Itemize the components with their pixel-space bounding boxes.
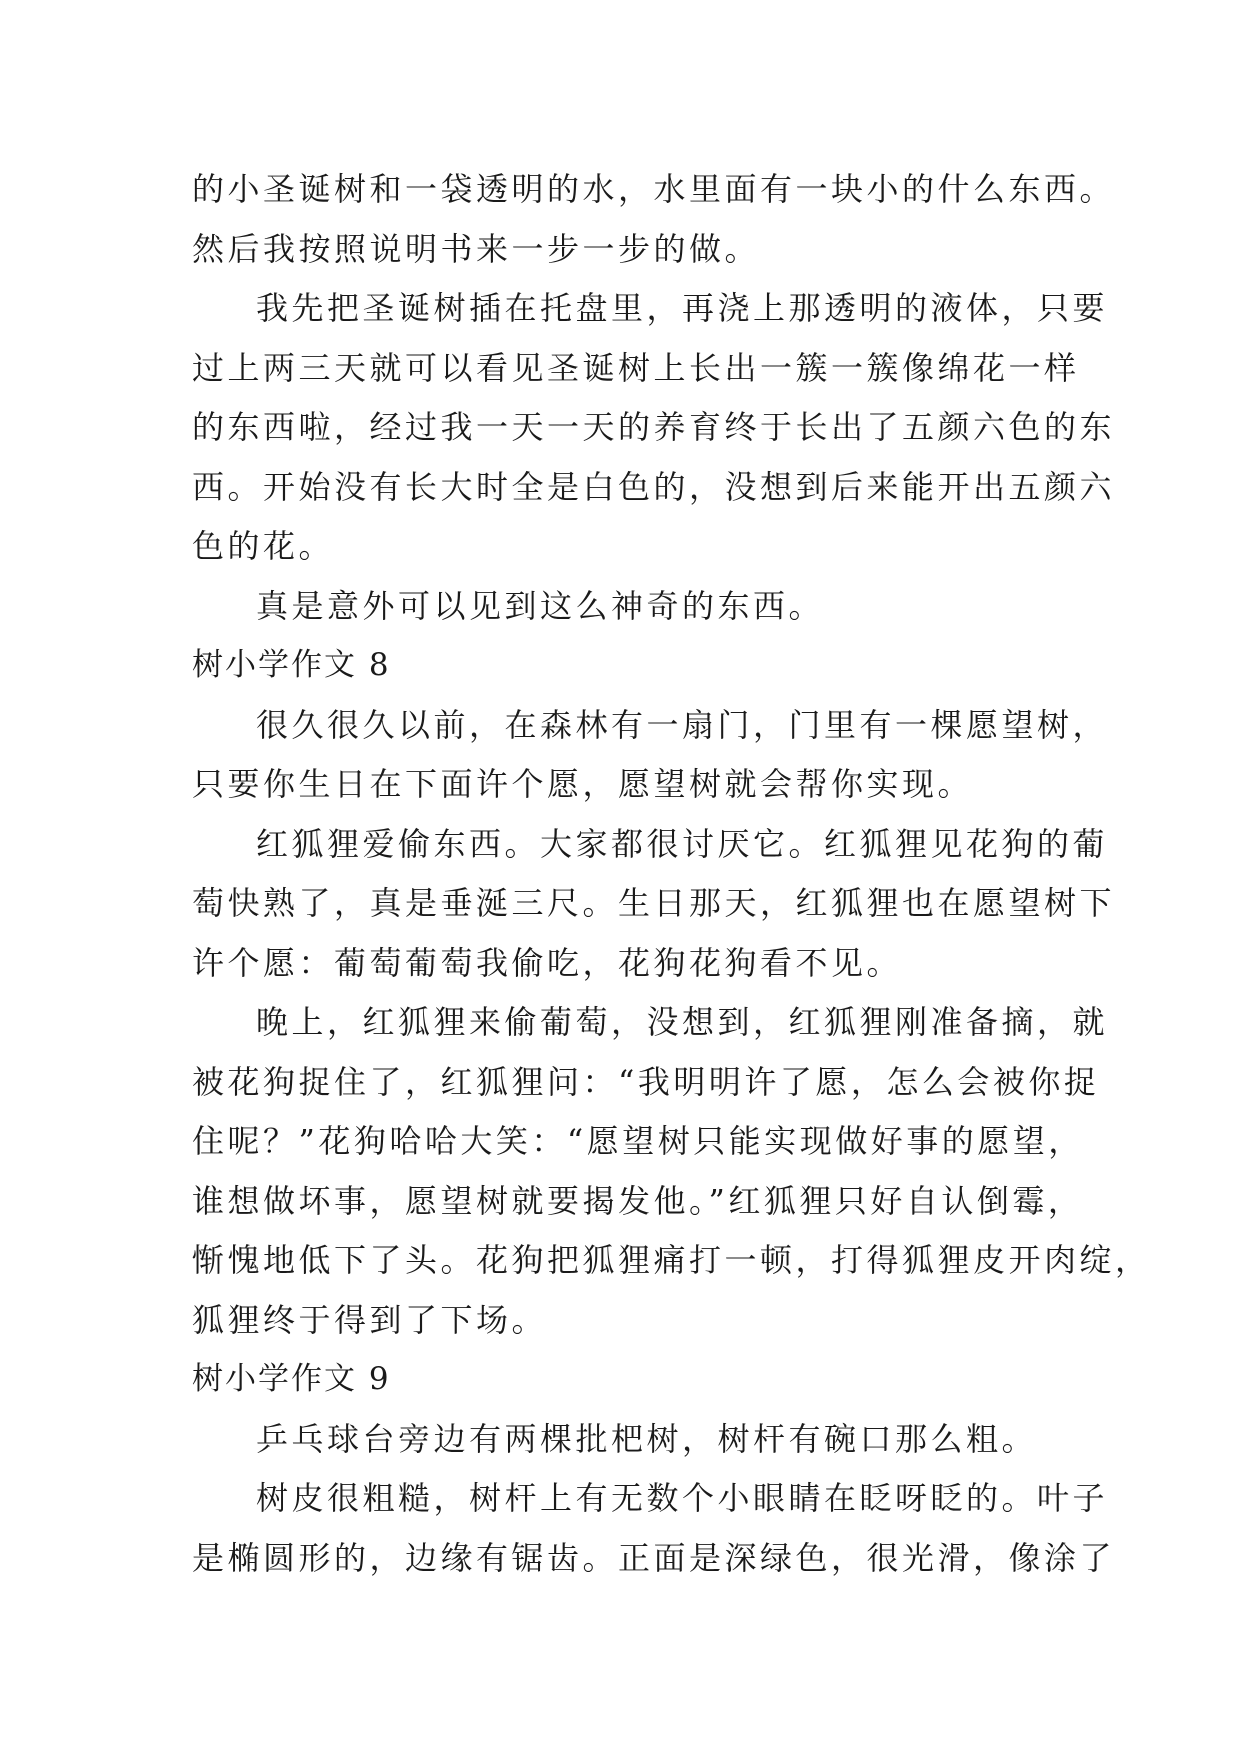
text-line: 然后我按照说明书来一步一步的做。 xyxy=(192,229,761,268)
text-line: 许个愿：葡萄葡萄我偷吃，花狗花狗看不见。 xyxy=(192,943,903,982)
text-line: 被花狗捉住了，红狐狸问：“我明明许了愿，怎么会被你捉 xyxy=(192,1062,1100,1101)
text-line: 过上两三天就可以看见圣诞树上长出一簇一簇像绵花一样 xyxy=(192,348,1080,387)
paragraph-start-line: 我先把圣诞树插在托盘里，再浇上那透明的液体，只要 xyxy=(256,289,1109,327)
text-line: 的小圣诞树和一袋透明的水，水里面有一块小的什么东西。 xyxy=(192,170,1116,208)
paragraph-start-line: 红狐狸爱偷东西。大家都很讨厌它。红狐狸见花狗的葡 xyxy=(256,824,1109,863)
paragraph-start-line: 晚上，红狐狸来偷葡萄，没想到，红狐狸刚准备摘，就 xyxy=(256,1003,1109,1041)
section-heading: 树小学作文 9 xyxy=(192,1361,391,1397)
text-line: 是椭圆形的，边缘有锯齿。正面是深绿色，很光滑，像涂了 xyxy=(192,1538,1116,1577)
paragraph-start-line: 乒乓球台旁边有两棵批杷树，树杆有碗口那么粗。 xyxy=(256,1419,1038,1458)
paragraph-start-line: 真是意外可以见到这么神奇的东西。 xyxy=(256,586,825,625)
text-line: 西。开始没有长大时全是白色的，没想到后来能开出五颜六 xyxy=(192,467,1116,506)
paragraph-start-line: 树皮很粗糙，树杆上有无数个小眼睛在眨呀眨的。叶子 xyxy=(256,1479,1109,1517)
text-line: 住呢？”花狗哈哈大笑：“愿望树只能实现做好事的愿望， xyxy=(192,1122,1084,1160)
text-line: 狐狸终于得到了下场。 xyxy=(192,1300,548,1339)
text-line: 萄快熟了，真是垂涎三尺。生日那天，红狐狸也在愿望树下 xyxy=(192,884,1116,922)
section-heading: 树小学作文 8 xyxy=(192,647,391,683)
paragraph-start-line: 很久很久以前，在森林有一扇门，门里有一棵愿望树， xyxy=(256,705,1109,744)
text-line: 只要你生日在下面许个愿，愿望树就会帮你实现。 xyxy=(192,765,974,803)
text-line: 惭愧地低下了头。花狗把狐狸痛打一顿，打得狐狸皮开肉绽， xyxy=(192,1241,1151,1279)
text-line: 色的花。 xyxy=(192,527,335,565)
text-line: 的东西啦，经过我一天一天的养育终于长出了五颜六色的东 xyxy=(192,408,1116,446)
document-body xyxy=(192,160,1151,1588)
text-line: 谁想做坏事，愿望树就要揭发他。”红狐狸只好自认倒霉， xyxy=(192,1181,1084,1220)
